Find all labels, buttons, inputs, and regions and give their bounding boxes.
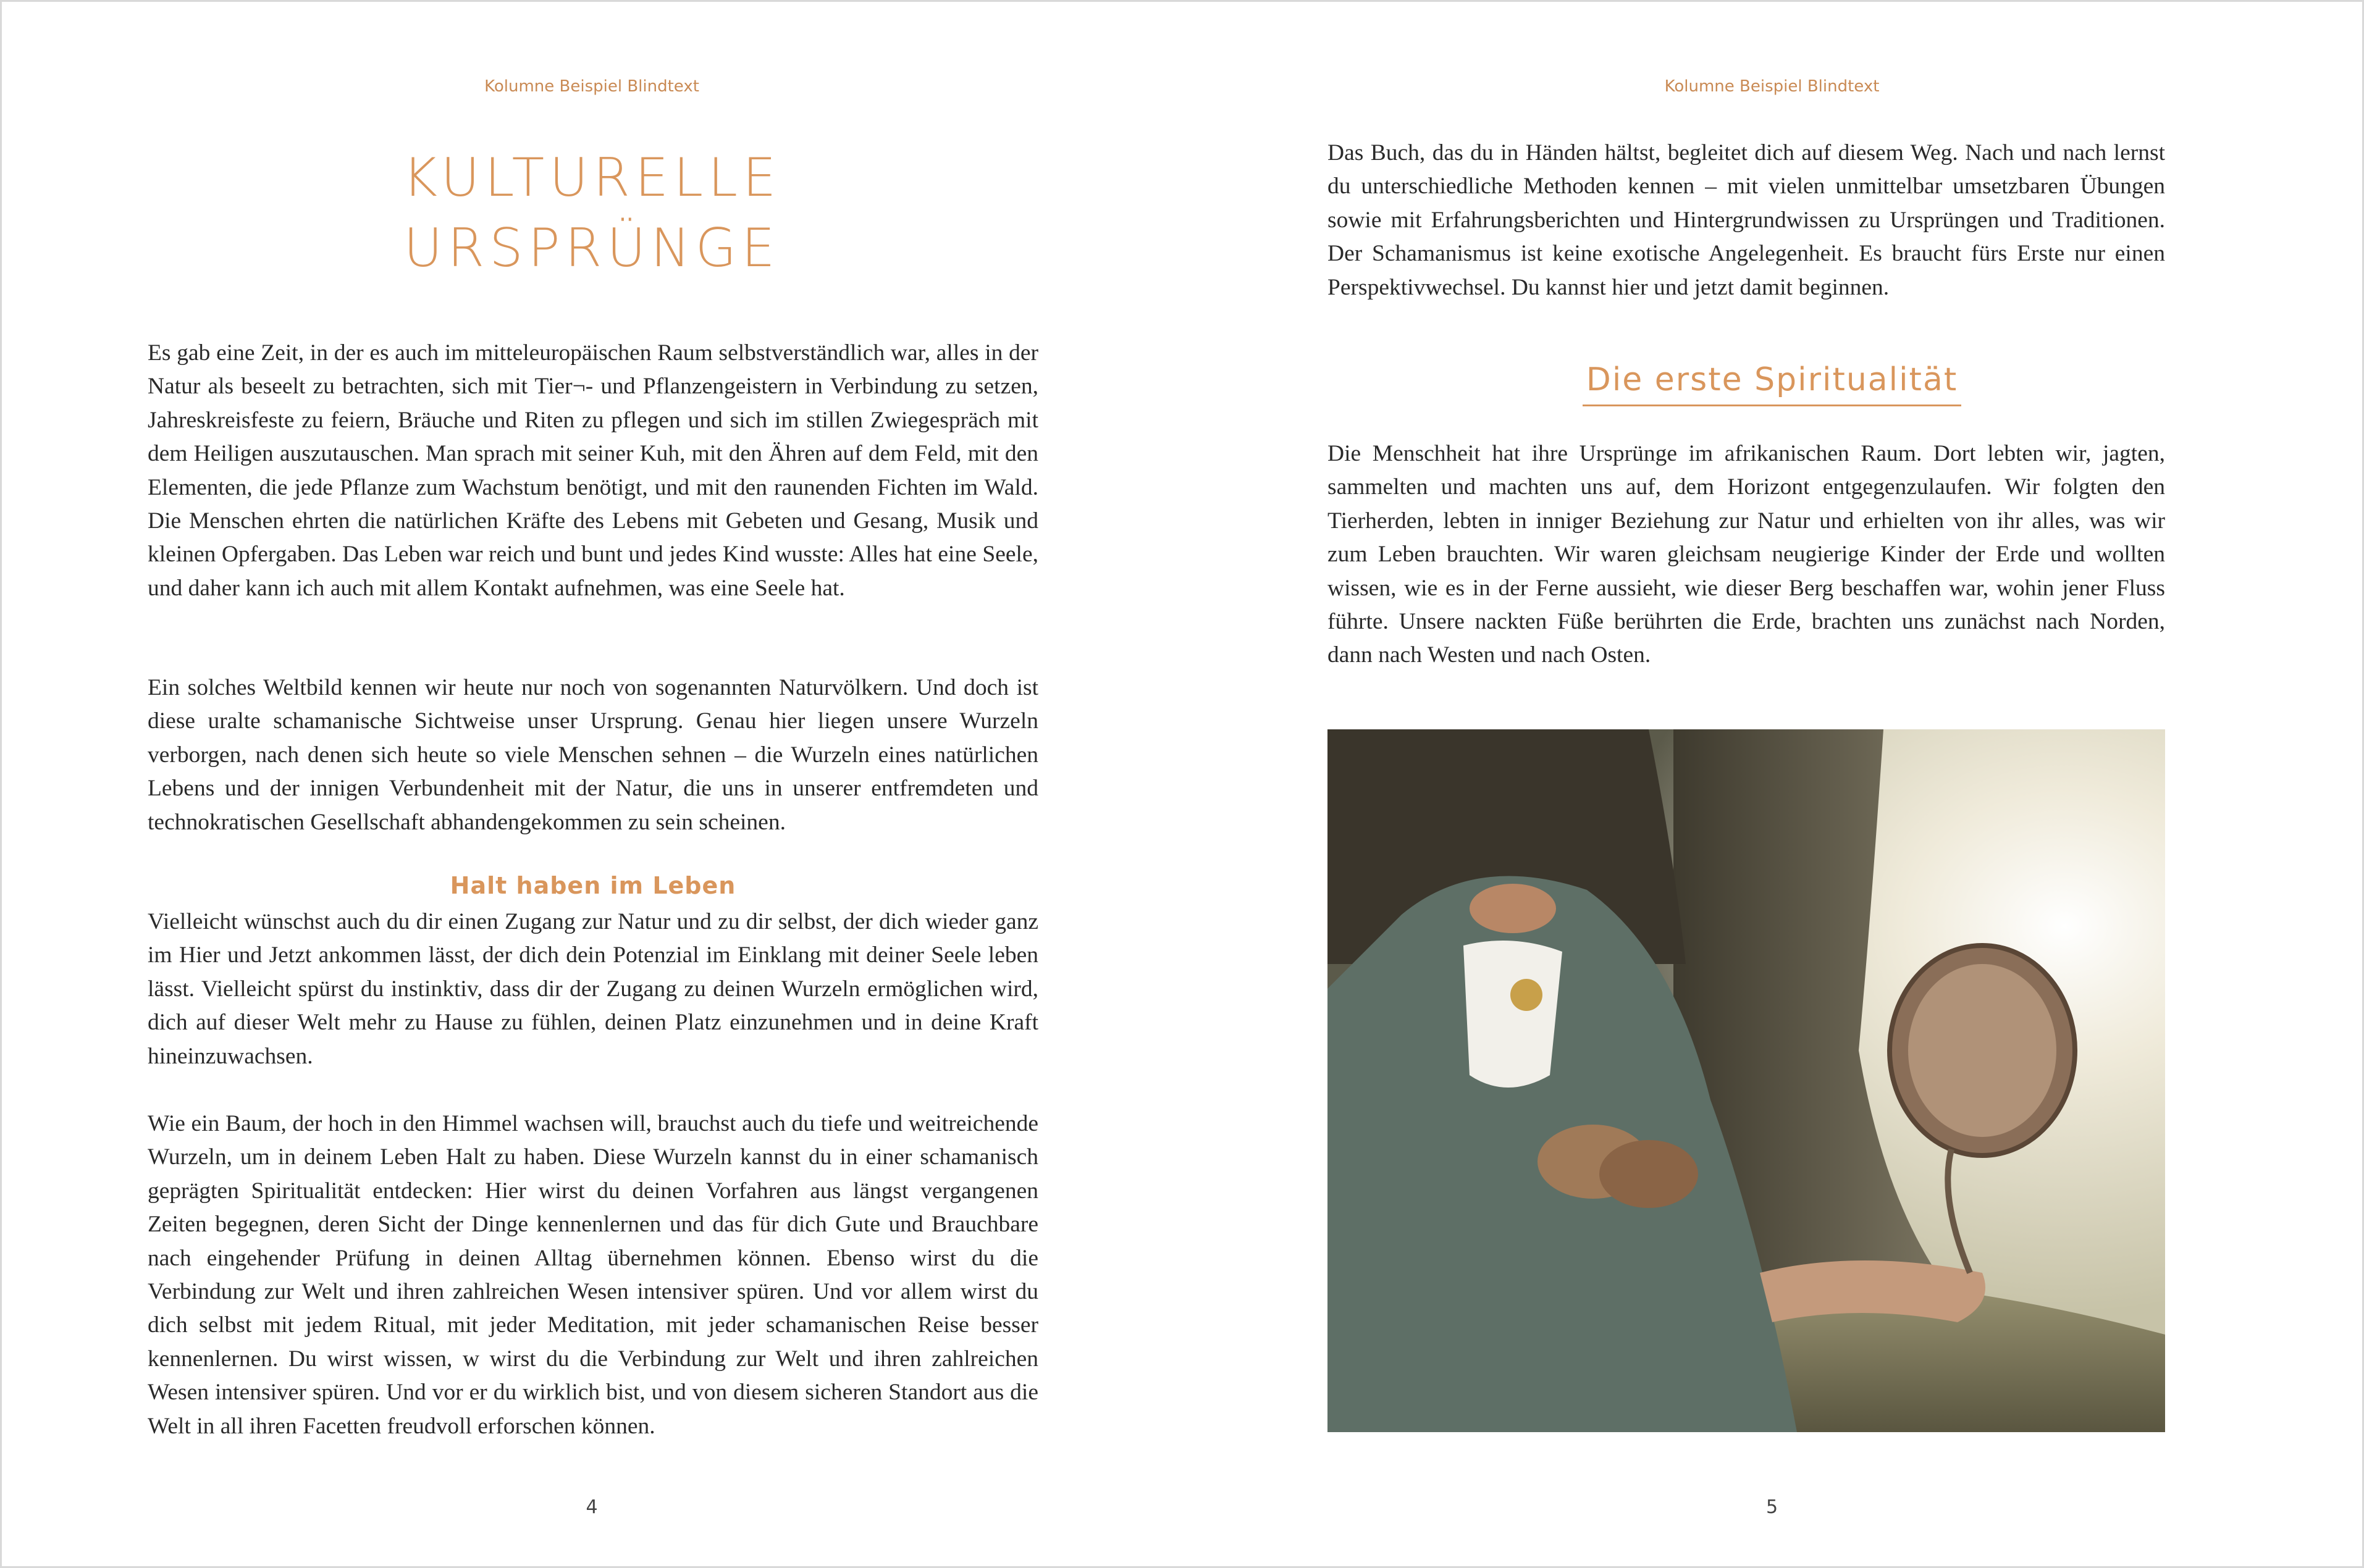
- body-paragraph: [148, 337, 1038, 605]
- running-head: Kolumne Beispiel Blindtext: [1664, 77, 1880, 96]
- photo-woman-with-drum: [1327, 729, 2165, 1432]
- paragraph-2: Ein solches Weltbild kennen wir heute nur noch von sogenannten Naturvölkern. Und doch ist diese uralte schamanische Sichtweise unser Ursprung. Genau hier liegen unsere Wurzeln verborgen, nach denen sich heute so viele Menschen sehnen – die Wurzeln eines natürlichen Lebens und der innigen Verbundenheit mit der Natur, die uns in unserer entfremdeten und technokratischen Gesellschaft abhandengekommen zu sein scheinen.: [148, 675, 1038, 835]
- chapter-title-line1: KULTURELLE: [402, 147, 781, 209]
- paragraph-3: Vielleicht wünschst auch du dir einen Zugang zur Natur und zu dir selbst, der dich wieder ganz im Hier und Jetzt ankommen lässt, der dich dein Potenzial im Einklang mit deiner Seele leben lässt. Vielleicht spürst du instinktiv, dass dir der Zugang zu deinen Wurzeln ermöglichen wird, dich auf dieser Welt mehr zu Hause zu fühlen, deinen Platz einzunehmen und in deine Kraft hineinzuwachsen.: [148, 909, 1038, 1069]
- body-paragraph: [1327, 136, 2165, 304]
- body-paragraph: [1327, 437, 2165, 673]
- paragraph-1: Es gab eine Zeit, in der es auch im mitteleuropäischen Raum selbstverständlich war, alles in der Natur als beseelt zu betrachten, sich mit Tier¬- und Pflanzengeistern in Verbindung zu setzen, Jahreskreisfeste zu feiern, Bräuche und Riten zu pflegen und sich im stillen Zwiegespräch mit dem Heiligen auszutauschen. Man sprach mit seiner Kuh, mit den Ähren auf dem Feld, mit den Elementen, die jede Pflanze zum Wachstum benötigt, und mit den raunenden Fichten im Wald. Die Menschen ehrten die natürlichen Kräfte des Lebens mit Gebeten und Gesang, Musik und kleinen Opfergaben. Das Leben war reich und bunt und jedes Kind wusste: Alles hat eine Seele, und daher kann ich auch mit allem Kontakt aufnehmen, was eine Seele hat.: [148, 340, 1038, 601]
- body-paragraph: [148, 905, 1038, 1073]
- page-number: 4: [586, 1496, 598, 1518]
- section-heading-text: Die erste Spiritualität: [1583, 361, 1961, 406]
- paragraph-4: Wie ein Baum, der hoch in den Himmel wachsen will, brauchst auch du tiefe und weitreichende Wurzeln, um in deinem Leben Halt zu haben. Diese Wurzeln kannst du in einer schamanisch geprägten Spiritualität entdecken: Hier wirst du deinen Vorfahren aus längst vergangenen Zeiten begegnen, deren Sicht der Dinge kennenlernen und das für dich Gute und Brauchbare nach eingehender Prüfung in deinen Alltag übernehmen können. Ebenso wirst du die Verbindung zur Welt und ihren zahlreichen Wesen intensiver spüren. Und vor allem wirst du dich selbst mit jedem Ritual, mit jeder Meditation, mit jeder schamanischen Reise besser kennenlernen. Du wirst wissen, w wirst du die Verbindung zur Welt und ihren zahlreichen Wesen intensiver spüren. Und vor er du wirklich bist, und von diesem sicheren Standort aus die Welt in all ihren Facetten freudvoll erforschen können.: [148, 1111, 1038, 1439]
- page-number: 5: [1765, 1496, 1778, 1518]
- body-paragraph: [148, 1107, 1038, 1443]
- right-page: [1182, 0, 2364, 1568]
- photo-illustration: [1327, 729, 2165, 1432]
- chapter-title-line2: URSPRÜNGE: [403, 217, 780, 279]
- chapter-title: [2, 143, 1182, 283]
- paragraph-1: Das Buch, das du in Händen hältst, begleitet dich auf diesem Weg. Nach und nach lernst du unterschiedliche Methoden kennen – mit vielen unmittelbar umsetzbaren Übungen sowie mit Erfahrungsberichten und Hintergrundwissen zu Ursprüngen und Traditionen. Der Schamanismus ist keine exotische Angelegenheit. Es braucht fürs Erste nur einen Perspektivwechsel. Du kannst hier und jetzt damit beginnen.: [1327, 140, 2165, 300]
- running-head: Kolumne Beispiel Blindtext: [484, 77, 699, 96]
- body-paragraph: [148, 671, 1038, 839]
- paragraph-2: Die Menschheit hat ihre Ursprünge im afrikanischen Raum. Dort lebten wir, jagten, sammelten und machten uns auf, dem Horizont entgegenzulaufen. Wir folgten den Tierherden, lebten in inniger Beziehung zur Natur und erhielten von ihr alles, was wir zum Leben brauchten. Wir waren gleichsam neugierige Kinder der Erde und wollten wissen, wie es in der Ferne aussieht, wie dieser Berg beschaffen war, wohin jener Fluss führte. Unsere nackten Füße berührten die Erde, brachten uns zunächst nach Norden, dann nach Westen und nach Osten.: [1327, 441, 2165, 668]
- section-heading: [1182, 361, 2362, 406]
- subheading: Halt haben im Leben: [450, 872, 736, 899]
